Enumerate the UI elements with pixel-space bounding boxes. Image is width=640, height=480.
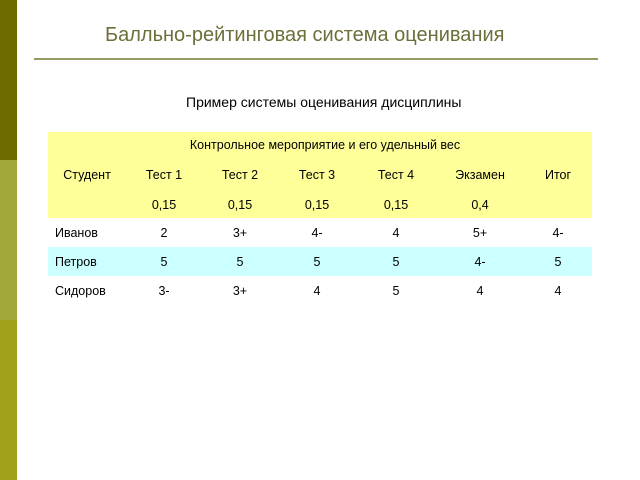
column-header-test-1: Тест 1 <box>126 158 202 192</box>
total-cell: 4 <box>524 276 592 305</box>
header-blank-cell <box>48 192 126 218</box>
header-blank-cell <box>48 132 126 158</box>
grade-cell: 3+ <box>202 276 278 305</box>
grade-cell: 4- <box>436 247 524 276</box>
group-header-cell: Контрольное мероприятие и его удельный вес <box>126 132 524 158</box>
total-cell: 4- <box>524 218 592 247</box>
header-row-weights <box>48 192 592 218</box>
sidebar-band-bottom <box>0 320 17 480</box>
grade-cell: 5 <box>356 276 436 305</box>
student-header-cell: Студент <box>48 158 126 192</box>
grade-cell: 5 <box>278 247 356 276</box>
grade-cell: 4 <box>356 218 436 247</box>
student-name-cell: Сидоров <box>48 276 126 305</box>
column-header-test-4: Тест 4 <box>356 158 436 192</box>
grading-table <box>48 132 592 305</box>
student-name-cell: Иванов <box>48 218 126 247</box>
table-caption: Пример системы оценивания дисциплины <box>186 94 462 110</box>
sidebar-band-middle <box>0 160 17 320</box>
header-row-group <box>48 132 592 158</box>
grade-cell: 3+ <box>202 218 278 247</box>
grade-cell: 5 <box>202 247 278 276</box>
grade-cell: 5 <box>126 247 202 276</box>
result-header-cell: Итог <box>524 158 592 192</box>
header-blank-cell <box>524 192 592 218</box>
table-row <box>48 247 592 276</box>
slide-title: Балльно-рейтинговая система оценивания <box>105 24 505 46</box>
header-row-columns <box>48 158 592 192</box>
grade-cell: 5+ <box>436 218 524 247</box>
grade-cell: 5 <box>356 247 436 276</box>
grade-cell: 4 <box>278 276 356 305</box>
student-name-cell: Петров <box>48 247 126 276</box>
grade-cell: 2 <box>126 218 202 247</box>
table-row <box>48 276 592 305</box>
sidebar-decoration <box>0 0 17 480</box>
weight-cell: 0,15 <box>126 192 202 218</box>
grade-cell: 4- <box>278 218 356 247</box>
table-row <box>48 218 592 247</box>
weight-cell: 0,4 <box>436 192 524 218</box>
grade-cell: 4 <box>436 276 524 305</box>
sidebar-band-top <box>0 0 17 160</box>
weight-cell: 0,15 <box>278 192 356 218</box>
column-header-test-3: Тест 3 <box>278 158 356 192</box>
header-blank-cell <box>524 132 592 158</box>
weight-cell: 0,15 <box>356 192 436 218</box>
grade-cell: 3- <box>126 276 202 305</box>
weight-cell: 0,15 <box>202 192 278 218</box>
column-header-exam: Экзамен <box>436 158 524 192</box>
column-header-test-2: Тест 2 <box>202 158 278 192</box>
title-divider <box>34 58 598 60</box>
total-cell: 5 <box>524 247 592 276</box>
